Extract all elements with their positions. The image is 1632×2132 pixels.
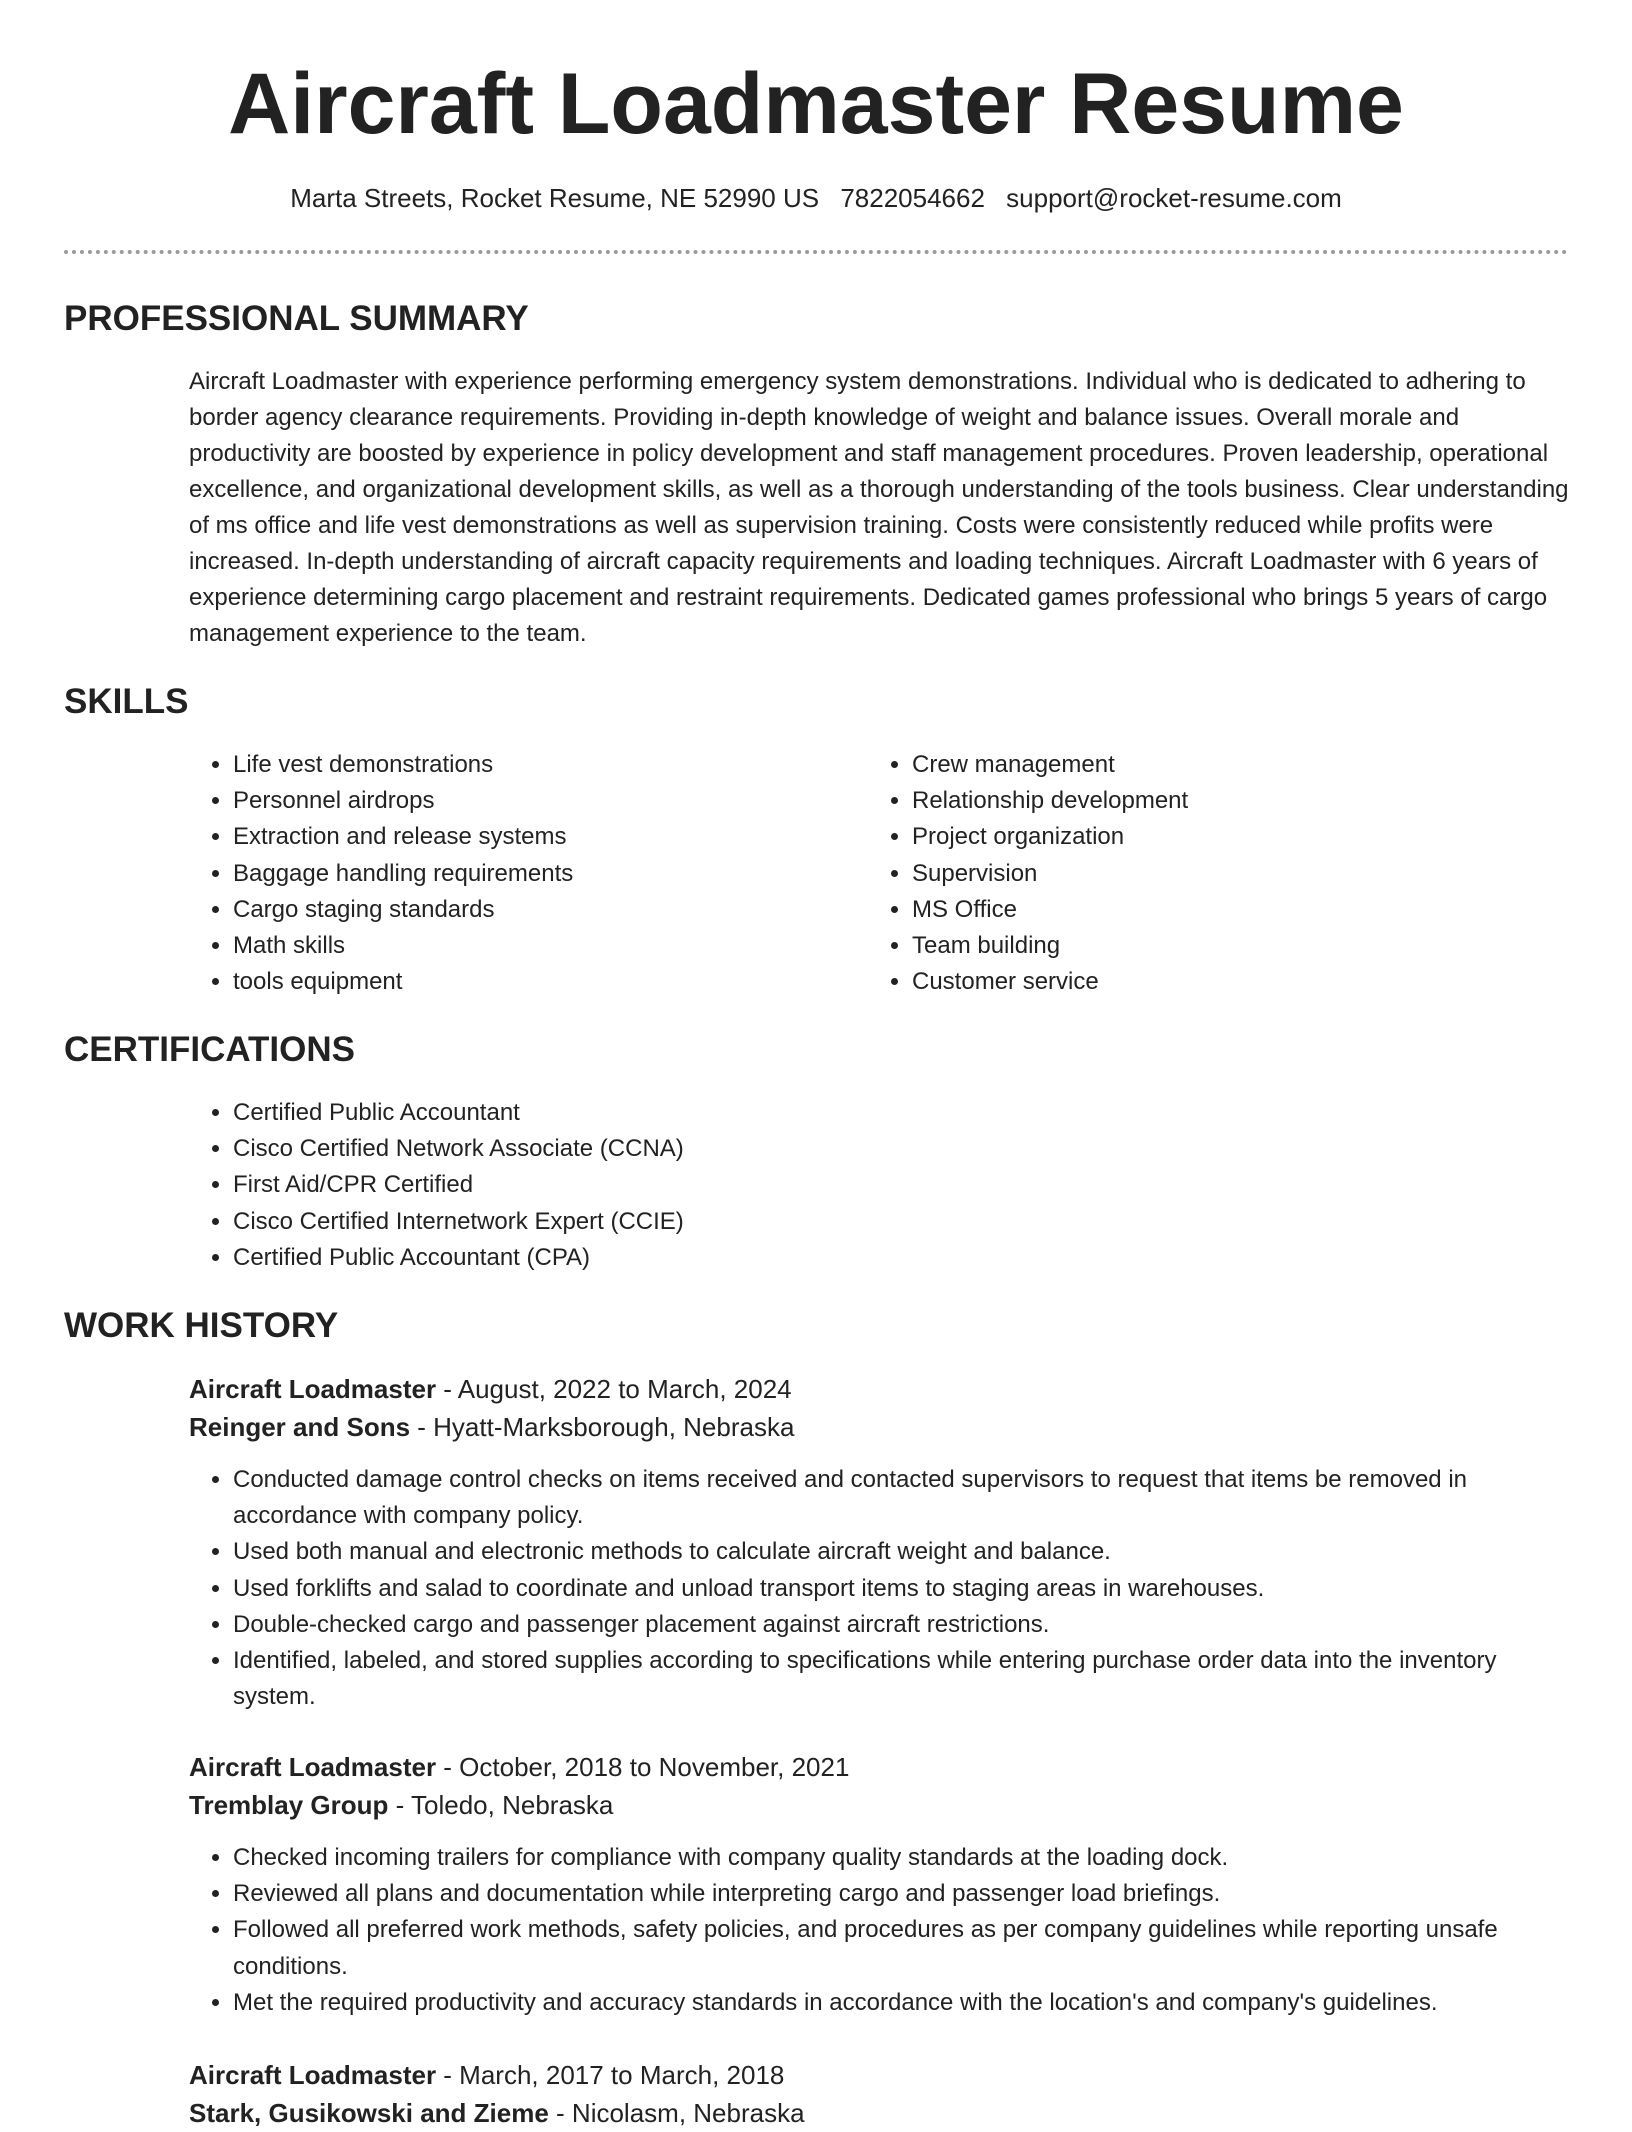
certification-item: • Certified Public Accountant bbox=[233, 1095, 1089, 1131]
job-duty: • Identified, labeled, and stored supplies according to specifications while entering purchase order data into the inventory system. bbox=[233, 1643, 1569, 1715]
skill-item: • Customer service bbox=[912, 964, 1508, 1000]
skill-item: • Cargo staging standards bbox=[233, 892, 829, 928]
skill-item: • Personnel airdrops bbox=[233, 783, 829, 819]
section-title-certifications: CERTIFICATIONS bbox=[64, 1030, 356, 1069]
job-location: - Nicolasm, Nebraska bbox=[548, 2098, 805, 2128]
skill-item: • Project organization bbox=[912, 819, 1508, 855]
job-dates: - August, 2022 to March, 2024 bbox=[436, 1374, 792, 1404]
job-role: Aircraft Loadmaster bbox=[189, 2060, 437, 2090]
job-dates: - October, 2018 to November, 2021 bbox=[436, 1752, 850, 1782]
header-divider bbox=[64, 250, 1568, 254]
resume-title: Aircraft Loadmaster Resume bbox=[228, 56, 1404, 152]
job-duty: • Used forklifts and salad to coordinate and unload transport items to staging areas in warehouses. bbox=[233, 1571, 1569, 1607]
skill-item: • Life vest demonstrations bbox=[233, 747, 829, 783]
job-company: Stark, Gusikowski and Zieme bbox=[189, 2098, 549, 2128]
contact-email[interactable]: support@rocket-resume.com bbox=[1006, 183, 1342, 213]
job-duty: • Checked incoming trailers for compliance with company quality standards at the loading dock. bbox=[233, 1840, 1569, 1876]
skill-item: • Relationship development bbox=[912, 783, 1508, 819]
job-title-line bbox=[189, 2056, 1569, 2094]
job-location: - Hyatt-Marksborough, Nebraska bbox=[410, 1412, 795, 1442]
job-title-line bbox=[189, 1370, 1569, 1408]
job-entry bbox=[189, 1370, 1569, 1715]
skill-item: • MS Office bbox=[912, 892, 1508, 928]
job-entry bbox=[189, 1748, 1569, 2021]
section-title-skills: SKILLS bbox=[64, 682, 189, 721]
certification-item: • Cisco Certified Internetwork Expert (CCIE) bbox=[233, 1204, 1089, 1240]
section-title-work-history: WORK HISTORY bbox=[64, 1306, 339, 1345]
job-company-line bbox=[189, 1408, 1569, 1446]
job-role: Aircraft Loadmaster bbox=[189, 1752, 437, 1782]
job-dates: - March, 2017 to March, 2018 bbox=[436, 2060, 785, 2090]
job-title-line bbox=[189, 1748, 1569, 1786]
job-duties bbox=[189, 1840, 1569, 2021]
job-duty: • Double-checked cargo and passenger placement against aircraft restrictions. bbox=[233, 1607, 1569, 1643]
skill-item: • tools equipment bbox=[233, 964, 829, 1000]
skills-column-left bbox=[189, 747, 829, 1000]
contact-address: Marta Streets, Rocket Resume, NE 52990 US bbox=[290, 183, 820, 213]
job-duty: • Met the required productivity and accuracy standards in accordance with the location's and company's guidelines. bbox=[233, 1985, 1569, 2021]
contact-phone: 7822054662 bbox=[840, 183, 985, 213]
contact-line bbox=[0, 180, 1632, 216]
certification-item: • Certified Public Accountant (CPA) bbox=[233, 1240, 1089, 1276]
certifications-list bbox=[189, 1095, 1089, 1276]
job-duty: • Used both manual and electronic methods to calculate aircraft weight and balance. bbox=[233, 1534, 1569, 1570]
summary-text: Aircraft Loadmaster with experience performing emergency system demonstrations. Individual who is dedicated to adhering to border agency clearance requirements. Providing in-depth knowledge of weight and balance issues. Overall morale and productivity are boosted by experience in policy development and staff management procedures. Proven leadership, operational excellence, and organizational development skills, as well as a thorough understanding of the tools business. Clear understanding of ms office and life vest demonstrations as well as supervision training. Costs were consistently reduced while profits were increased. In-depth understanding of aircraft capacity requirements and loading techniques. Aircraft Loadmaster with 6 years of experience determining cargo placement and restraint requirements. Dedicated games professional who brings 5 years of cargo management experience to the team. bbox=[189, 368, 1569, 647]
job-company-line bbox=[189, 1786, 1569, 1824]
skill-item: • Supervision bbox=[912, 856, 1508, 892]
skill-item: • Math skills bbox=[233, 928, 829, 964]
section-title-summary: PROFESSIONAL SUMMARY bbox=[64, 299, 529, 338]
job-role: Aircraft Loadmaster bbox=[189, 1374, 437, 1404]
job-company-line bbox=[189, 2094, 1569, 2132]
skill-item: • Baggage handling requirements bbox=[233, 856, 829, 892]
job-location: - Toledo, Nebraska bbox=[388, 1790, 614, 1820]
job-company: Tremblay Group bbox=[189, 1790, 389, 1820]
skills-column-right bbox=[868, 747, 1508, 1000]
job-company: Reinger and Sons bbox=[189, 1412, 411, 1442]
job-duty: • Followed all preferred work methods, safety policies, and procedures as per company guidelines while reporting unsafe conditions. bbox=[233, 1912, 1569, 1984]
skill-item: • Extraction and release systems bbox=[233, 819, 829, 855]
job-duty: • Conducted damage control checks on items received and contacted supervisors to request that items be removed in accordance with company policy. bbox=[233, 1462, 1569, 1534]
job-duties bbox=[189, 1462, 1569, 1715]
skill-item: • Crew management bbox=[912, 747, 1508, 783]
skill-item: • Team building bbox=[912, 928, 1508, 964]
certification-item: • Cisco Certified Network Associate (CCNA) bbox=[233, 1131, 1089, 1167]
job-duty: • Reviewed all plans and documentation while interpreting cargo and passenger load briefings. bbox=[233, 1876, 1569, 1912]
job-entry bbox=[189, 2056, 1569, 2132]
certification-item: • First Aid/CPR Certified bbox=[233, 1167, 1089, 1203]
